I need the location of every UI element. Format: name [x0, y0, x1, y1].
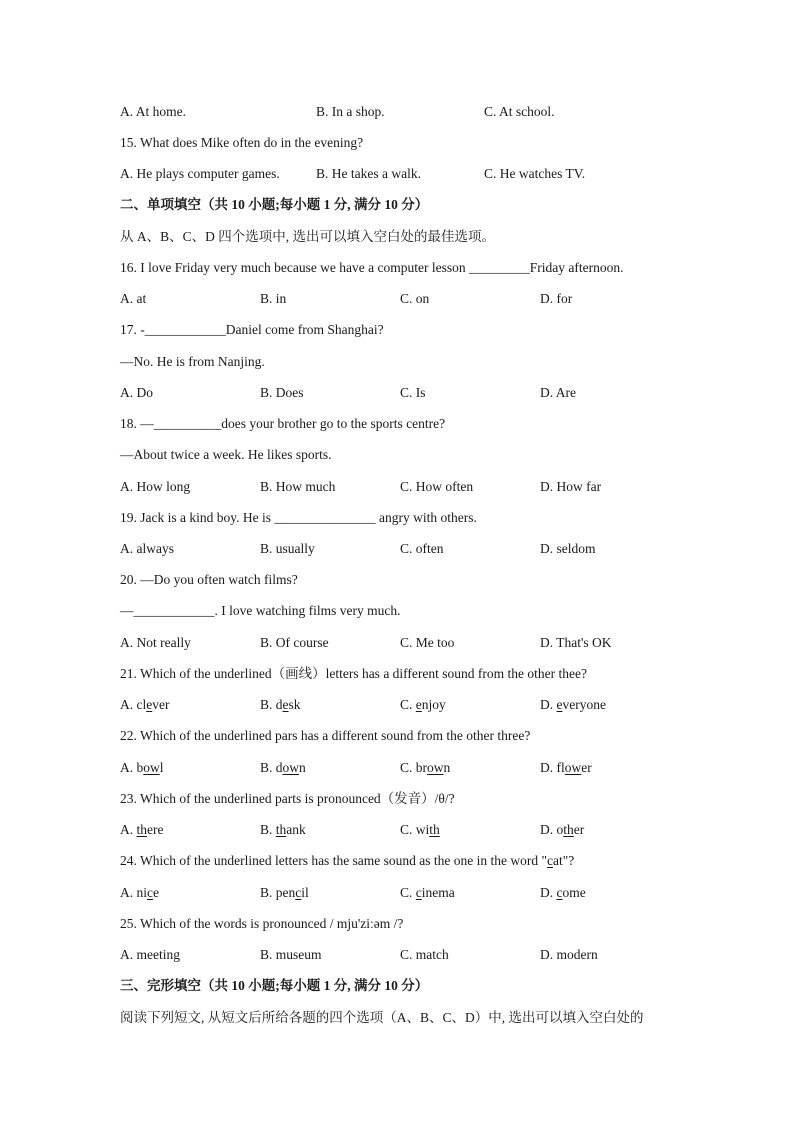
- q17-option-a: A. Do: [120, 385, 153, 400]
- q17-question: 17. -____________Daniel come from Shanghai?: [120, 322, 384, 337]
- q15-option-c: C. He watches TV.: [484, 166, 586, 181]
- q23-option-c: C. with: [400, 822, 440, 837]
- q25-option-a: A. meeting: [120, 947, 180, 962]
- q20-option-c: C. Me too: [400, 635, 455, 650]
- q18-answer: —About twice a week. He likes sports.: [120, 447, 332, 462]
- q21-option-d: D. everyone: [540, 697, 606, 712]
- q20-answer: —____________. I love watching films very much.: [120, 603, 401, 618]
- q22-option-d: D. flower: [540, 760, 592, 775]
- q25-question: 25. Which of the words is pronounced / mju'ziːəm /?: [120, 916, 404, 931]
- q16-option-c: C. on: [400, 291, 430, 306]
- q20-option-d: D. That's OK: [540, 635, 612, 650]
- q14-option-c: C. At school.: [484, 104, 555, 119]
- q16-option-d: D. for: [540, 291, 573, 306]
- q16-question: 16. I love Friday very much because we have a computer lesson _________Friday afternoon.: [120, 260, 624, 275]
- q16-option-a: A. at: [120, 291, 147, 306]
- q25-option-c: C. match: [400, 947, 449, 962]
- q15-option-a: A. He plays computer games.: [120, 166, 280, 181]
- q21-question: 21. Which of the underlined（画线）letters has a different sound from the other thee?: [120, 666, 587, 681]
- q24-question: 24. Which of the underlined letters has the same sound as the one in the word "cat"?: [120, 853, 575, 868]
- q15-question: 15. What does Mike often do in the evening?: [120, 135, 364, 150]
- section2-title: 二、单项填空（共 10 小题;每小题 1 分, 满分 10 分）: [120, 197, 429, 212]
- section3-instruction: 阅读下列短文, 从短文后所给各题的四个选项（A、B、C、D）中, 选出可以填入空白处的: [120, 1010, 644, 1025]
- q23-option-a: A. there: [120, 822, 164, 837]
- q19-option-a: A. always: [120, 541, 174, 556]
- q16-option-b: B. in: [260, 291, 287, 306]
- q18-question: 18. —__________does your brother go to the sports centre?: [120, 416, 446, 431]
- q15-option-b: B. He takes a walk.: [316, 166, 421, 181]
- q19-option-d: D. seldom: [540, 541, 596, 556]
- q14-option-b: B. In a shop.: [316, 104, 385, 119]
- q22-option-c: C. brown: [400, 760, 451, 775]
- q18-option-d: D. How far: [540, 479, 602, 494]
- q14-option-a: A. At home.: [120, 104, 186, 119]
- q24-option-b: B. pencil: [260, 885, 309, 900]
- section2-instruction: 从 A、B、C、D 四个选项中, 选出可以填入空白处的最佳选项。: [120, 229, 496, 244]
- q25-option-d: D. modern: [540, 947, 598, 962]
- q24-option-d: D. come: [540, 885, 586, 900]
- q25-option-b: B. museum: [260, 947, 322, 962]
- q20-option-a: A. Not really: [120, 635, 191, 650]
- q24-option-a: A. nice: [120, 885, 159, 900]
- q22-option-a: A. bowl: [120, 760, 164, 775]
- q18-option-a: A. How long: [120, 479, 191, 494]
- q19-option-c: C. often: [400, 541, 444, 556]
- q19-option-b: B. usually: [260, 541, 315, 556]
- q23-option-d: D. other: [540, 822, 585, 837]
- q22-question: 22. Which of the underlined pars has a different sound from the other three?: [120, 728, 531, 743]
- q18-option-b: B. How much: [260, 479, 336, 494]
- q17-option-b: B. Does: [260, 385, 304, 400]
- q19-question: 19. Jack is a kind boy. He is _______________ angry with others.: [120, 510, 477, 525]
- q21-option-a: A. clever: [120, 697, 170, 712]
- q23-option-b: B. thank: [260, 822, 306, 837]
- q23-question: 23. Which of the underlined parts is pronounced（发音）/θ/?: [120, 791, 455, 806]
- q20-option-b: B. Of course: [260, 635, 329, 650]
- q17-answer: —No. He is from Nanjing.: [120, 354, 265, 369]
- q24-option-c: C. cinema: [400, 885, 455, 900]
- q21-option-b: B. desk: [260, 697, 301, 712]
- q21-option-c: C. enjoy: [400, 697, 446, 712]
- q17-option-d: D. Are: [540, 385, 576, 400]
- q17-option-c: C. Is: [400, 385, 426, 400]
- q22-option-b: B. down: [260, 760, 306, 775]
- q18-option-c: C. How often: [400, 479, 474, 494]
- q20-question: 20. —Do you often watch films?: [120, 572, 298, 587]
- section3-title: 三、完形填空（共 10 小题;每小题 1 分, 满分 10 分）: [120, 978, 429, 993]
